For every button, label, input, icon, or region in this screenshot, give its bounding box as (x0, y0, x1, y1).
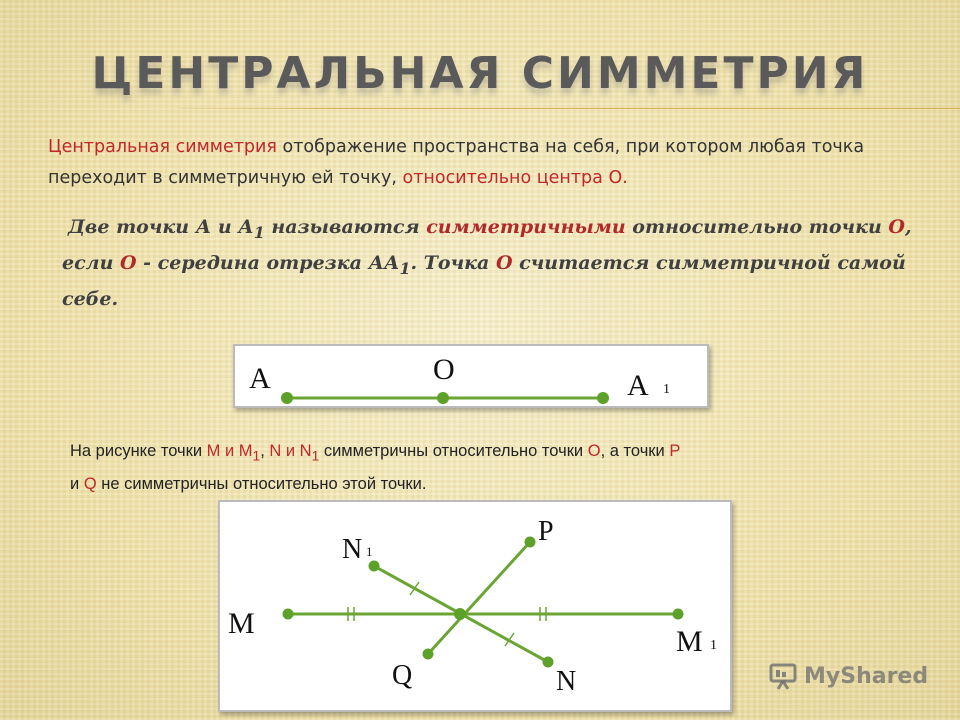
segment-p-q (428, 542, 530, 654)
point-q (423, 649, 434, 660)
theorem-text: Две точки (68, 216, 196, 238)
theorem-text: . Точка (410, 251, 496, 274)
caption-subscript: 1 (311, 448, 320, 464)
figure-central-symmetry (218, 500, 732, 712)
theorem-point: О (495, 251, 513, 274)
theorem-segment: АА (368, 251, 400, 274)
figure-segment-symmetry (233, 344, 709, 408)
definition-text: отображение пространства на себя, при котором любая точка переходит в симметричную ей точку, (48, 137, 865, 188)
caption-point-o: О (587, 442, 601, 460)
label-n1-sub: 1 (366, 544, 373, 559)
caption-text: , (260, 442, 270, 460)
theorem-text: относительно точки (625, 216, 889, 238)
caption-points-m: М и М (206, 442, 253, 460)
caption-text: , а точки (600, 442, 670, 460)
label-p: P (538, 516, 554, 547)
point-n (543, 657, 554, 668)
caption-text: не симметричны относительно этой точки. (96, 475, 427, 494)
caption-point-p: Р (669, 442, 681, 460)
caption-text: и (70, 475, 84, 494)
label-a1: A (627, 369, 649, 402)
label-a1-sub: 1 (663, 382, 670, 397)
theorem-text: и (211, 216, 239, 238)
caption-text: На рисунке точки (70, 442, 207, 460)
theorem-point: А (238, 216, 254, 238)
label-q: Q (392, 660, 413, 691)
label-n: N (556, 666, 577, 697)
theorem-subscript: 1 (253, 222, 265, 242)
caption-points-n: N и N (269, 442, 312, 460)
caption-subscript: 1 (252, 448, 261, 464)
figure-caption (70, 437, 920, 498)
theorem-term: симметричными (426, 216, 626, 238)
label-m1-sub: 1 (710, 638, 717, 653)
point-n1 (369, 561, 380, 572)
theorem-point: О (120, 251, 137, 274)
point-m1 (673, 609, 684, 620)
caption-point-q: Q (83, 475, 97, 494)
label-m: M (228, 607, 255, 640)
projector-screen-icon (768, 661, 798, 691)
label-a: A (249, 362, 271, 395)
caption-text: симметричны относительно точки (319, 442, 588, 460)
theorem-text: , если (62, 216, 912, 274)
label-n1: N (342, 534, 363, 565)
label-o: O (433, 353, 455, 386)
theorem-text: - середина отрезка (136, 251, 369, 274)
definition-center-text: относительно центра О. (402, 168, 628, 188)
point-o (437, 392, 449, 404)
point-m (283, 609, 294, 620)
point-p (525, 537, 536, 548)
watermark-text: MyShared (804, 663, 929, 689)
slide-title: ЦЕНТРАЛЬНАЯ СИММЕТРИЯ (91, 48, 869, 99)
point-o-center (454, 608, 466, 620)
theorem-paragraph (62, 212, 922, 314)
theorem-subscript: 1 (399, 258, 411, 278)
definition-term: Центральная симметрия (48, 137, 277, 157)
definition-paragraph (48, 132, 908, 194)
theorem-point: А (195, 216, 212, 238)
watermark[interactable] (768, 656, 928, 696)
point-a (281, 392, 293, 404)
theorem-text: считается симметричной самой себе. (62, 251, 906, 310)
theorem-point: О (888, 216, 905, 238)
title-underline (180, 108, 960, 109)
label-m1: M (676, 625, 703, 658)
theorem-text: называются (264, 216, 427, 238)
point-a1 (597, 392, 609, 404)
